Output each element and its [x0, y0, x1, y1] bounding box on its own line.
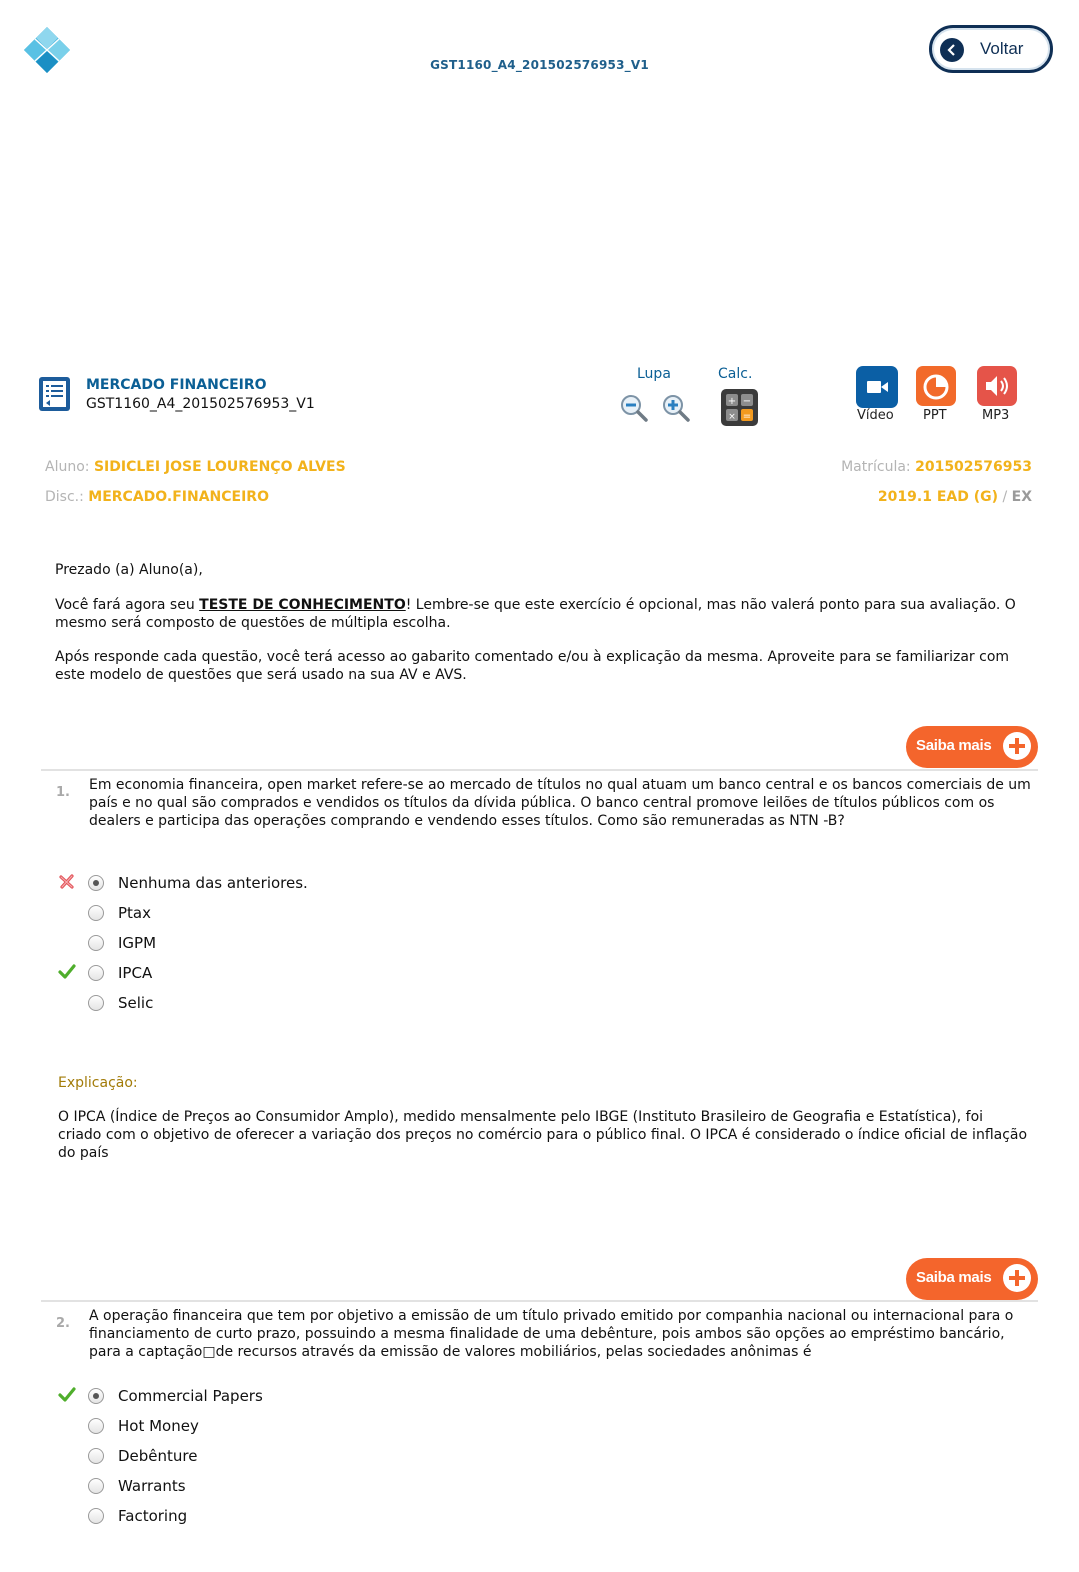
- saiba-mais-label: Saiba mais: [916, 1269, 992, 1286]
- speaker-icon: [977, 366, 1017, 406]
- option-label: IPCA: [118, 964, 153, 982]
- back-button-label: Voltar: [980, 39, 1024, 58]
- option-label: Nenhuma das anteriores.: [118, 874, 308, 892]
- plus-icon: [1003, 732, 1031, 760]
- radio-button[interactable]: [88, 875, 104, 891]
- period-separator: /: [998, 489, 1012, 505]
- mp3-label: MP3: [982, 408, 1010, 423]
- period-value: 2019.1 EAD (G): [877, 489, 999, 505]
- radio-button[interactable]: [88, 965, 104, 981]
- intro-paragraph-2: Após responde cada questão, você terá acesso ao gabarito comentado e/ou à explicação da mesma. Aproveite para se familiarizar com este modelo de questões que será usado na sua AV e AVS.: [55, 649, 1010, 683]
- option-label: Debênture: [118, 1447, 198, 1465]
- radio-button[interactable]: [88, 905, 104, 921]
- student-label: Aluno:: [45, 459, 94, 475]
- pie-chart-icon: [916, 366, 956, 406]
- document-list-icon: [38, 376, 71, 412]
- enrollment-row: [841, 459, 1032, 475]
- option-label: Ptax: [118, 904, 151, 922]
- chevron-left-icon: [940, 38, 964, 62]
- plus-icon: [1003, 1264, 1031, 1292]
- document-code: GST1160_A4_201502576953_V1: [430, 58, 649, 72]
- radio-button[interactable]: [88, 935, 104, 951]
- zoom-out-icon[interactable]: [619, 393, 649, 423]
- calculator-label: Calc.: [718, 366, 753, 382]
- radio-button[interactable]: [88, 1418, 104, 1434]
- intro-text: ! Lembre-se que este exercício é opcional, mas não valerá ponto para sua avaliação. O mesmo será composto de questões de múltipla escolha.: [55, 597, 1016, 631]
- discipline-row: [45, 489, 269, 505]
- period-row: [878, 489, 1032, 505]
- radio-button[interactable]: [88, 1478, 104, 1494]
- question-number: 2.: [56, 1316, 70, 1331]
- divider: [41, 1300, 1038, 1302]
- divider: [41, 769, 1038, 771]
- ppt-button[interactable]: [916, 366, 956, 406]
- question-number: 1.: [56, 785, 70, 800]
- saiba-mais-button[interactable]: [906, 1258, 1038, 1300]
- zoom-in-icon[interactable]: [661, 393, 691, 423]
- option-label: Warrants: [118, 1477, 186, 1495]
- video-label: Vídeo: [857, 408, 894, 423]
- intro-text: Você fará agora seu: [55, 597, 200, 613]
- ppt-label: PPT: [923, 408, 947, 423]
- question-text: A operação financeira que tem por objetivo a emissão de um título privado emitido por companhia nacional ou internacional para o financiamento de curto prazo, possuindo a mesma finalidade de uma debênture, pois ambos são opções ao empréstimo bancário, para a captação□de recursos através da emissão de valores mobiliários, pelas sociedades anônimas é: [89, 1308, 1014, 1360]
- svg-text:+: +: [727, 396, 737, 407]
- option-label: Commercial Papers: [118, 1387, 263, 1405]
- course-code: GST1160_A4_201502576953_V1: [86, 396, 315, 412]
- radio-button[interactable]: [88, 1448, 104, 1464]
- discipline-name: MERCADO.FINANCEIRO: [88, 489, 269, 505]
- green-check-icon: [58, 963, 76, 981]
- intro-paragraph-1: [55, 596, 1025, 632]
- red-x-icon: [58, 873, 76, 891]
- back-button[interactable]: [929, 25, 1053, 73]
- mp3-button[interactable]: [977, 366, 1017, 406]
- period-type: EX: [1011, 489, 1032, 505]
- video-camera-icon: [856, 366, 898, 408]
- magnifier-label: Lupa: [637, 366, 671, 382]
- radio-button[interactable]: [88, 995, 104, 1011]
- saiba-mais-label: Saiba mais: [916, 737, 992, 754]
- calculator-icon[interactable]: [721, 389, 758, 426]
- intro-greeting: Prezado (a) Aluno(a),: [55, 562, 203, 578]
- saiba-mais-button[interactable]: [906, 726, 1038, 768]
- enrollment-number: 201502576953: [915, 459, 1032, 475]
- question-text: Em economia financeira, open market refere-se ao mercado de títulos no qual atuam um banco central e os bancos comerciais de um país e no qual são comprados e vendidos os títulos da dívida pública. O banco central promove leilões de títulos públicos com os dealers e participa das operações comprando e vendendo esses títulos. Como são remuneradas as NTN -B?: [89, 777, 1031, 829]
- video-button[interactable]: [856, 366, 898, 408]
- svg-text:×: ×: [728, 412, 736, 422]
- student-name-row: [45, 459, 346, 475]
- radio-button[interactable]: [88, 1388, 104, 1404]
- explanation-title: Explicação:: [58, 1075, 138, 1091]
- test-title-emphasis: TESTE DE CONHECIMENTO: [199, 597, 406, 613]
- option-label: IGPM: [118, 934, 157, 952]
- course-title: MERCADO FINANCEIRO: [86, 377, 267, 393]
- explanation-text: O IPCA (Índice de Preços ao Consumidor Amplo), medido mensalmente pelo IBGE (Instituto Brasileiro de Geografia e Estatística), foi criado com o objetivo de oferecer a variação dos preços no comércio para o público final. O IPCA é considerado o índice oficial de inflação do país: [58, 1109, 1028, 1161]
- enrollment-label: Matrícula:: [841, 459, 916, 475]
- student-name: SIDICLEI JOSE LOURENÇO ALVES: [93, 459, 346, 475]
- radio-button[interactable]: [88, 1508, 104, 1524]
- option-label: Hot Money: [118, 1417, 199, 1435]
- discipline-label: Disc.:: [45, 489, 89, 505]
- option-label: Factoring: [118, 1507, 188, 1525]
- option-label: Selic: [118, 994, 154, 1012]
- green-check-icon: [58, 1386, 76, 1404]
- svg-text:=: =: [742, 411, 752, 422]
- svg-text:−: −: [742, 396, 752, 407]
